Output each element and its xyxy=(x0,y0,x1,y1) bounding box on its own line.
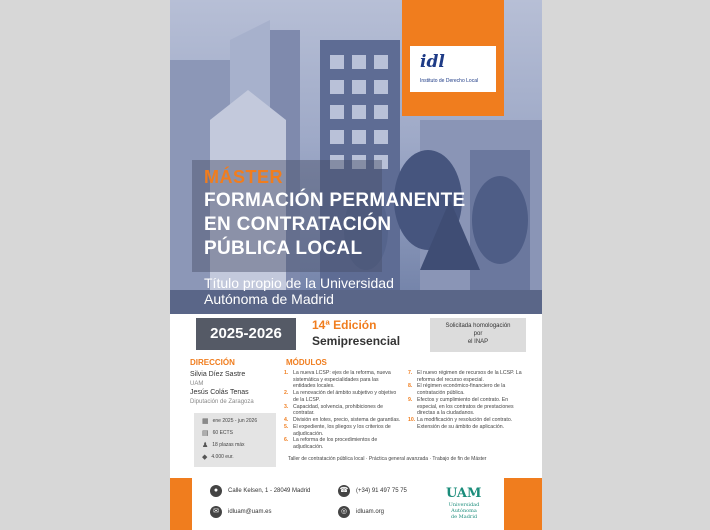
direction-heading: DIRECCIÓN xyxy=(190,358,235,367)
module-text: El régimen económico-financiero de la contratación pública. xyxy=(417,383,506,397)
logo-box xyxy=(402,0,504,116)
module-item xyxy=(284,424,402,437)
subtitle-line-1: Título propio de la Universidad xyxy=(204,275,394,291)
address-text: Calle Kelsen, 1 - 28049 Madrid xyxy=(228,488,311,494)
module-num: 3. xyxy=(284,403,289,410)
book-icon: ▤ xyxy=(202,430,209,437)
edition-label: 14ª Edición xyxy=(312,318,377,332)
module-num: 7. xyxy=(408,370,413,376)
phone-text[interactable]: (+34) 91 497 75 75 xyxy=(356,488,407,494)
modules-heading: MÓDULOS xyxy=(286,358,327,367)
homologation-line-1: Solicitada homologación xyxy=(445,323,511,329)
title-line-3: PÚBLICA LOCAL xyxy=(204,238,363,259)
uam-name-line-1: Universidad Autónoma xyxy=(448,502,480,514)
info-places xyxy=(202,441,245,449)
info-price xyxy=(202,453,234,461)
tag-icon: ◆ xyxy=(202,454,208,461)
module-text: La nueva LCSP: ejes de la reforma, nueva sistemática y especialidades para las entidades locales. xyxy=(293,370,391,390)
module-item xyxy=(284,417,402,424)
director-2: Jesús Colás Tenas xyxy=(190,389,249,396)
contact-address xyxy=(210,485,310,497)
module-item xyxy=(408,383,526,396)
map-pin-icon: ● xyxy=(210,485,222,497)
email-link[interactable]: idluam@uam.es xyxy=(228,509,272,515)
director-1: Silvia Díez Sastre xyxy=(190,371,246,378)
module-item xyxy=(408,397,526,417)
director-2-org: Diputación de Zaragoza xyxy=(190,399,254,405)
module-item xyxy=(284,404,402,417)
modules-left-column xyxy=(284,370,402,451)
contact-web xyxy=(338,506,384,518)
info-dates xyxy=(202,417,257,425)
info-credits xyxy=(202,429,233,437)
poster xyxy=(170,0,542,530)
years-badge: 2025-2026 xyxy=(196,318,296,350)
homologation-box xyxy=(430,318,526,352)
module-text: La reforma de los procedimientos de adjudicación. xyxy=(293,437,378,451)
module-num: 10. xyxy=(408,417,416,424)
module-text: Capacidad, solvencia, prohibiciones de contratar. xyxy=(293,403,383,417)
title-line-1: FORMACIÓN PERMANENTE xyxy=(204,190,466,211)
module-text: El nuevo régimen de recursos de la LCSP. La reforma del recurso especial. xyxy=(417,370,522,383)
module-num: 9. xyxy=(408,396,413,403)
footer-accent-left xyxy=(170,478,192,530)
contact-phone xyxy=(338,485,407,497)
module-item xyxy=(284,437,402,450)
module-text: Efectos y cumplimiento del contrato. En especial, en los contratos de prestaciones directas a la ciudadanos. xyxy=(417,396,514,417)
module-num: 5. xyxy=(284,423,289,430)
contact-email xyxy=(210,506,271,518)
web-link[interactable]: idluam.org xyxy=(356,509,385,515)
modality-label: Semipresencial xyxy=(312,334,401,348)
subtitle-line-2: Autónoma de Madrid xyxy=(204,291,334,307)
module-num: 4. xyxy=(284,417,289,424)
people-icon: ♟ xyxy=(202,442,209,449)
director-1-org: UAM xyxy=(190,381,204,387)
globe-icon: ◎ xyxy=(338,506,350,518)
module-text: El expediente, los pliegos y los criterios de adjudicación. xyxy=(293,423,391,437)
phone-icon: ☎ xyxy=(338,485,350,497)
info-credits-text: 60 ECTS xyxy=(212,430,233,436)
module-item xyxy=(284,390,402,403)
modules-footer: Taller de contratación pública local · Práctica general avanzada · Trabajo de fin de Máster xyxy=(288,456,487,462)
module-num: 1. xyxy=(284,370,289,376)
modules-right-column xyxy=(408,370,526,431)
info-places-text: 18 plazas máx xyxy=(212,442,245,448)
title-line-2: EN CONTRATACIÓN xyxy=(204,214,392,235)
uam-name xyxy=(436,502,492,520)
module-num: 6. xyxy=(284,437,289,444)
module-num: 2. xyxy=(284,390,289,397)
logo-subtitle: Instituto de Derecho Local xyxy=(420,78,479,84)
uam-name-line-2: de Madrid xyxy=(450,514,478,520)
module-item xyxy=(408,417,526,430)
module-item xyxy=(284,370,402,390)
footer-accent-right xyxy=(504,478,542,530)
uam-logo: UAM xyxy=(446,486,482,501)
module-text: División en lotes, precio, sistema de garantías. xyxy=(293,417,401,424)
module-text: La modificación y resolución del contrato. Extensión de su ámbito de aplicación. xyxy=(417,417,513,430)
module-item xyxy=(408,370,526,383)
homologation-line-2: por xyxy=(473,331,483,337)
info-box xyxy=(194,413,276,467)
module-text: La renovación del ámbito subjetivo y objetivo de la LCSP. xyxy=(293,390,397,403)
master-label: MÁSTER xyxy=(204,167,283,187)
module-num: 8. xyxy=(408,383,413,390)
info-price-text: 4.000 eur. xyxy=(211,454,234,460)
logo-word: idl xyxy=(420,52,445,72)
homologation-line-3: el INAP xyxy=(467,339,489,345)
calendar-icon: ▦ xyxy=(202,418,209,425)
info-dates-text: ene 2025 - jun 2026 xyxy=(212,418,258,424)
idl-logo xyxy=(410,46,496,92)
mail-icon: ✉ xyxy=(210,506,222,518)
